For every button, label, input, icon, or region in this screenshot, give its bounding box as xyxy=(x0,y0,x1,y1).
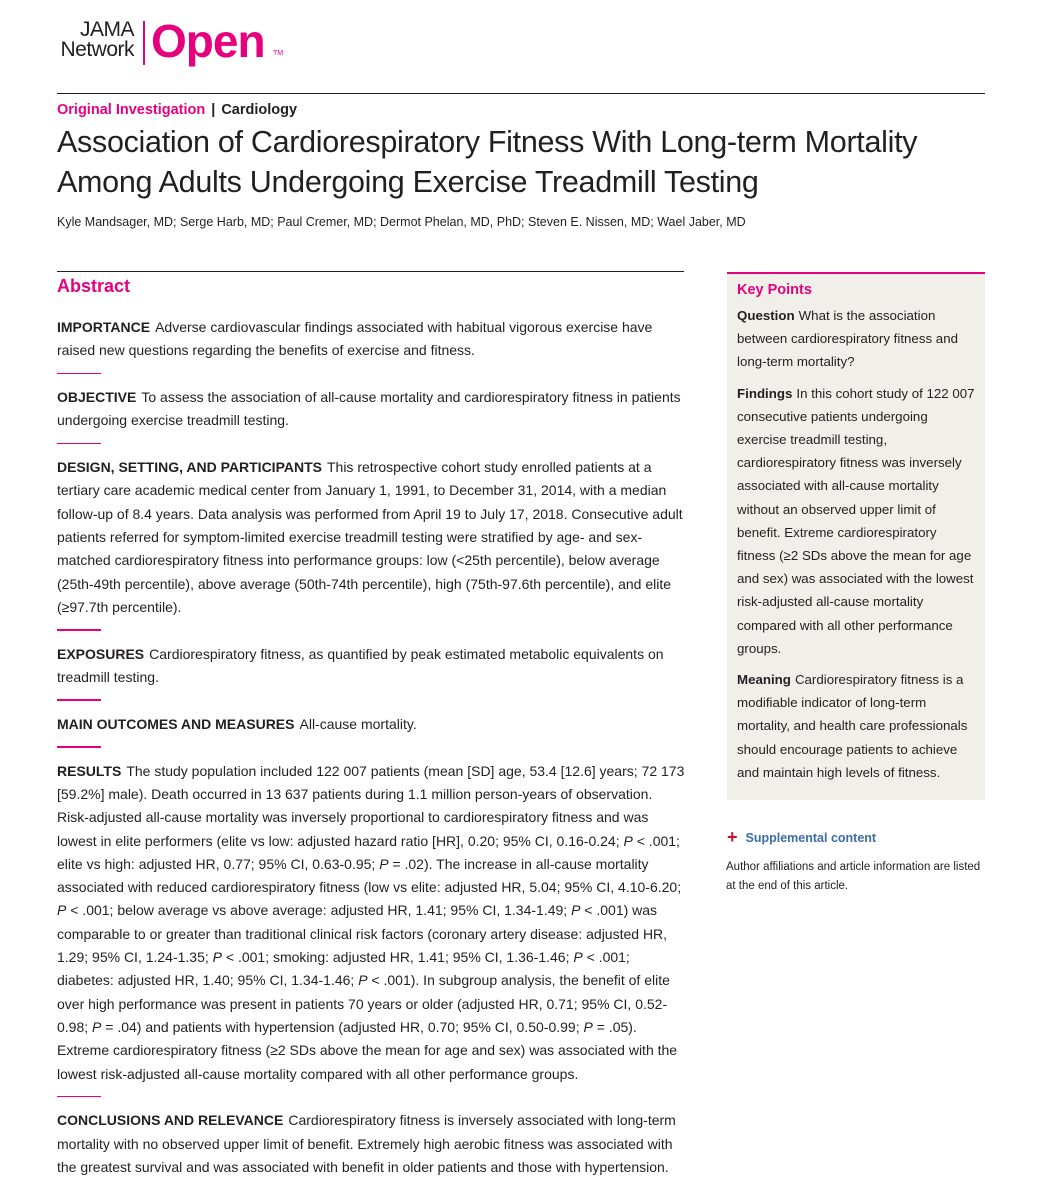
abstract-section-label: RESULTS xyxy=(57,762,122,779)
abstract-section-text: The study population included 122 007 patients (mean [SD] age, 53.4 [12.6] years; 72 173 [59.2%] male). Death occurred in 13 637 patients during 1.1 million person-years of observation. Risk-adjusted all-cause mortality was inversely proportional to cardiorespiratory fitness and was lowest in elite performers (elite vs low: adjusted hazard ratio [HR], 0.20; 95% CI, 0.16-0.24; P < .001; elite vs high: adjusted HR, 0.77; 95% CI, 0.63-0.95; P = .02). The increase in all-cause mortality associated with reduced cardiorespiratory fitness (low vs elite: adjusted HR, 5.04; 95% CI, 4.10-6.20; P < .001; below average vs above average: adjusted HR, 1.41; 95% CI, 1.34-1.49; P < .001) was comparable to or greater than traditional clinical risk factors (coronary artery disease: adjusted HR, 1.29; 95% CI, 1.24-1.35; P < .001; smoking: adjusted HR, 1.41; 95% CI, 1.36-1.46; P < .001; diabetes: adjusted HR, 1.40; 95% CI, 1.34-1.46; P < .001). In subgroup analysis, the benefit of elite over high performance was present in patients 70 years or older (adjusted HR, 0.71; 95% CI, 0.52-0.98; P = .04) and patients with hypertension (adjusted HR, 0.70; 95% CI, 0.50-0.99; P = .05). Extreme cardiorespiratory fitness (≥2 SDs above the mean for age and sex) was associated with the lowest risk-adjusted all-cause mortality compared with all other performance groups. xyxy=(57,762,685,1082)
logo-wordmark xyxy=(60,20,134,60)
abstract-section-design-setting-and-participants xyxy=(57,456,687,619)
logo-open-text: Open xyxy=(151,15,265,67)
section-divider xyxy=(57,373,101,375)
abstract-section-objective xyxy=(57,386,687,433)
abstract-section-text: Cardiorespiratory fitness, as quantified by peak estimated metabolic equivalents on treadmill testing. xyxy=(57,645,664,686)
key-point-text: What is the association between cardiorespiratory fitness and long-term mortality? xyxy=(737,308,958,370)
abstract-section-exposures xyxy=(57,643,687,690)
key-points-box xyxy=(727,272,985,800)
article-type: Original Investigation xyxy=(57,102,206,118)
key-point-question xyxy=(737,304,975,374)
section-divider xyxy=(57,746,101,748)
supplemental-content-link[interactable] xyxy=(727,827,876,848)
abstract-heading: Abstract xyxy=(57,276,131,296)
logo-divider xyxy=(143,21,145,65)
supplemental-label: Supplemental content xyxy=(745,831,877,845)
abstract-body xyxy=(57,316,687,1179)
abstract-section-text: Adverse cardiovascular findings associated with habitual vigorous exercise have raised new questions regarding the benefits of exercise and fitness. xyxy=(57,319,653,359)
abstract-section-label: MAIN OUTCOMES AND MEASURES xyxy=(57,715,295,732)
key-points-body xyxy=(737,304,975,784)
logo-trademark: TM xyxy=(273,50,284,57)
abstract-section-text: All-cause mortality. xyxy=(299,715,417,732)
abstract-section-importance xyxy=(57,316,687,363)
logo-line-network: Network xyxy=(60,38,134,61)
abstract-section-text: This retrospective cohort study enrolled patients at a tertiary care academic medical center from January 1, 1991, to December 31, 2014, with a median follow-up of 8.4 years. Data analysis was performed from April 19 to July 17, 2018. Consecutive adult patients referred for symptom-limited exercise treadmill testing were stratified by age- and sex-matched cardiorespiratory fitness into performance groups: low (<25th percentile), below average (25th-49th percentile), above average (50th-74th percentile), high (75th-97.6th percentile), and elite (≥97.7th percentile). xyxy=(57,459,683,615)
abstract-section-conclusions-and-relevance xyxy=(57,1109,687,1179)
abstract-rule xyxy=(57,271,684,272)
abstract-section-results xyxy=(57,760,687,1086)
abstract-section-label: CONCLUSIONS AND RELEVANCE xyxy=(57,1112,284,1129)
key-point-text: Cardiorespiratory fitness is a modifiable indicator of long-term mortality, and health care professionals should encourage patients to achieve and maintain high levels of fitness. xyxy=(737,672,968,780)
key-point-meaning xyxy=(737,668,975,784)
section-line xyxy=(57,102,297,118)
abstract-section-label: OBJECTIVE xyxy=(57,389,137,406)
logo-line-jama: JAMA xyxy=(79,18,134,41)
abstract-section-label: IMPORTANCE xyxy=(57,319,151,335)
section-divider xyxy=(57,1096,101,1098)
key-point-label: Question xyxy=(737,308,795,323)
key-point-findings xyxy=(737,382,975,660)
key-point-text: In this cohort study of 122 007 consecutive patients undergoing exercise treadmill testing, cardiorespiratory fitness was inversely associated with all-cause mortality without an observed upper limit of benefit. Extreme cardiorespiratory fitness (≥2 SDs above the mean for age and sex) was associated with the lowest risk-adjusted all-cause mortality compared with all other performance groups. xyxy=(737,385,975,656)
section-separator: | xyxy=(211,102,216,118)
section-divider xyxy=(57,629,101,631)
key-points-heading: Key Points xyxy=(737,282,812,298)
abstract-section-main-outcomes-and-measures xyxy=(57,713,687,736)
article-title: Association of Cardiorespiratory Fitness With Long-term Mortality Among Adults Undergoing Exercise Treadmill Testing xyxy=(57,125,918,199)
abstract-section-label: EXPOSURES xyxy=(57,645,145,662)
affiliations-note: Author affiliations and article information are listed at the end of this article. xyxy=(726,861,981,892)
plus-icon: + xyxy=(727,827,738,847)
abstract-section-text: Cardiorespiratory fitness is inversely associated with long-term mortality with no observed upper limit of benefit. Extremely high aerobic fitness was associated with the greatest survival and was associated with benefit in older patients and those with hypertension. xyxy=(57,1112,676,1175)
author-list: Kyle Mandsager, MD; Serge Harb, MD; Paul Cremer, MD; Dermot Phelan, MD, PhD; Steven E. Nissen, MD; Wael Jaber, MD xyxy=(57,215,746,229)
article-category: Cardiology xyxy=(221,102,298,118)
key-point-label: Meaning xyxy=(737,672,791,688)
section-divider xyxy=(57,443,101,445)
section-divider xyxy=(57,699,101,701)
abstract-section-label: DESIGN, SETTING, AND PARTICIPANTS xyxy=(57,459,322,476)
header-rule xyxy=(57,93,985,94)
abstract-section-text: To assess the association of all-cause mortality and cardiorespiratory fitness in patients undergoing exercise treadmill testing. xyxy=(57,389,681,429)
key-point-label: Findings xyxy=(737,385,793,401)
